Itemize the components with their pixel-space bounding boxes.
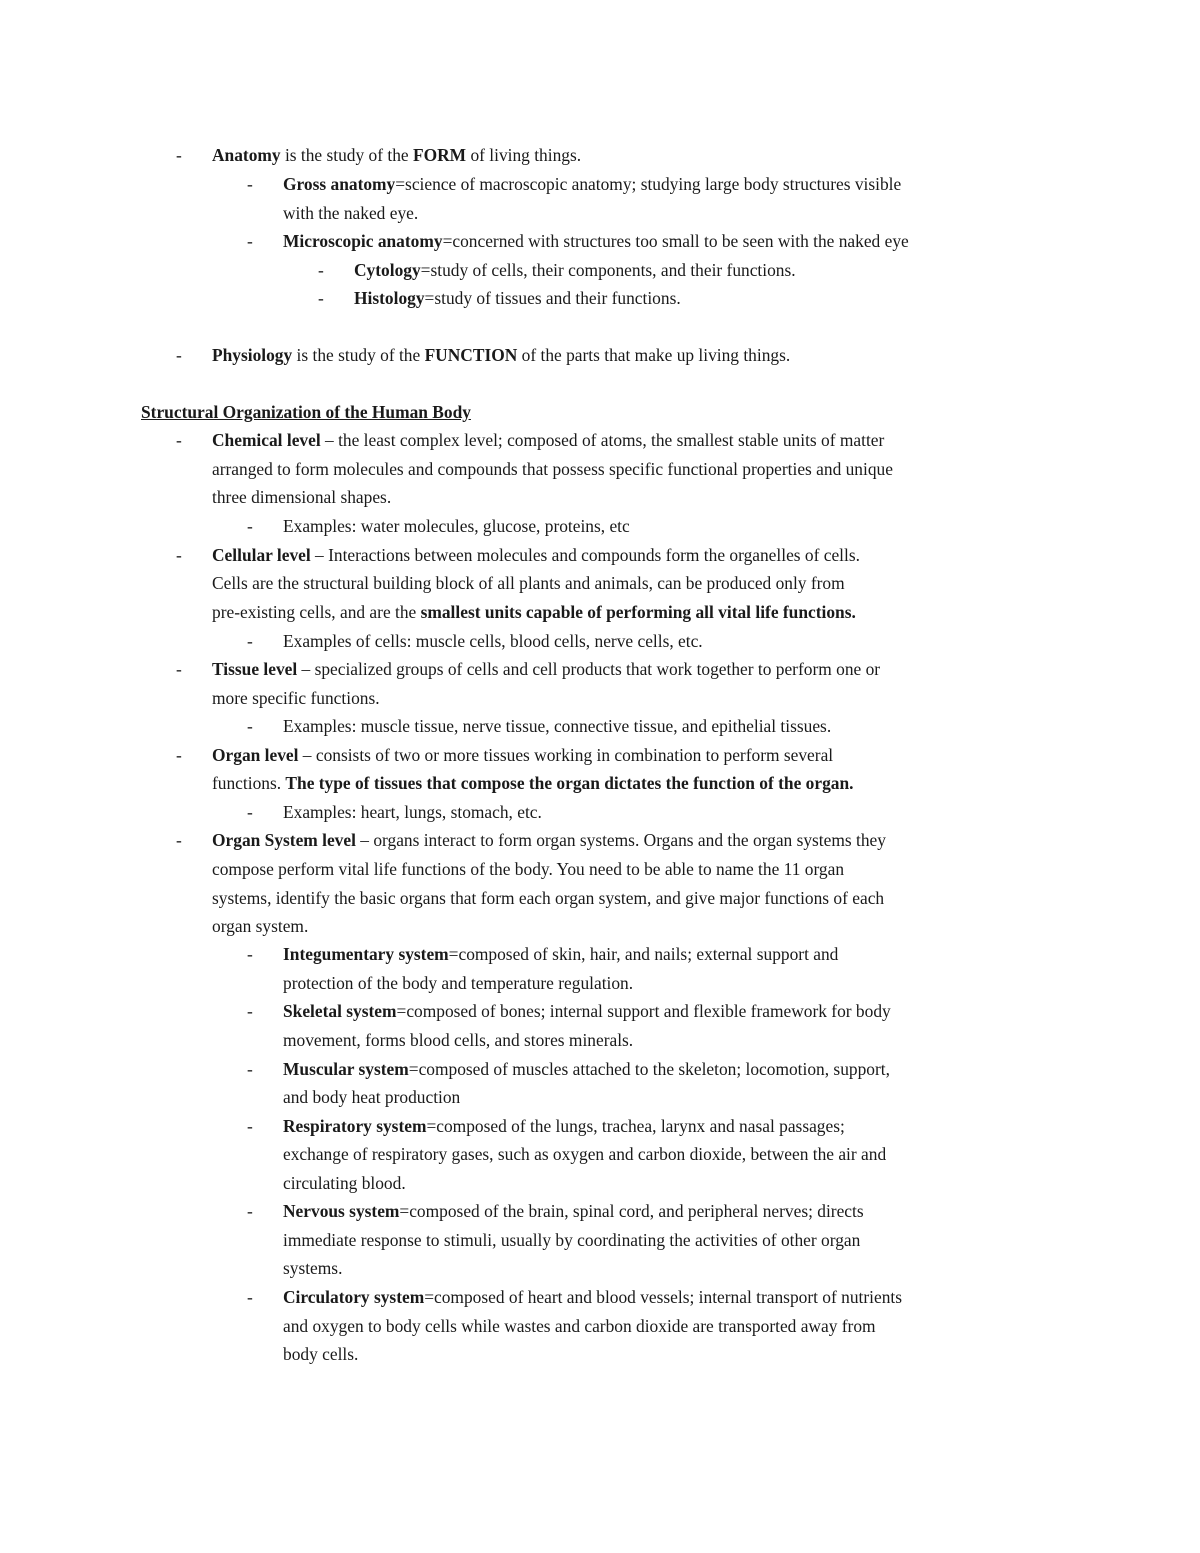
chemical-level-line2: arranged to form molecules and compounds that possess specific functional properties and unique: [212, 459, 893, 479]
circulatory-system-text: =composed of heart and blood vessels; internal transport of nutrients: [424, 1287, 902, 1307]
physiology-text: is the study of the: [292, 345, 425, 365]
chemical-level-text: – the least complex level; composed of atoms, the smallest stable units of matter: [320, 430, 885, 450]
organ-level-text2: functions.: [212, 773, 286, 793]
organ-level-line1: [212, 745, 833, 765]
cellular-level-line2: Cells are the structural building block of all plants and animals, can be produced only from: [212, 573, 845, 593]
nervous-system-text: =composed of the brain, spinal cord, and peripheral nerves; directs: [399, 1201, 864, 1221]
bullet: -: [247, 231, 253, 251]
organ-level-text: – consists of two or more tissues working in combination to perform several: [298, 745, 834, 765]
tissue-level-line1: [212, 659, 880, 679]
cellular-level-term: Cellular level: [212, 545, 311, 565]
respiratory-system-line1: [283, 1116, 845, 1136]
bullet: -: [318, 260, 324, 280]
gross-anatomy-term: Gross anatomy: [283, 174, 396, 194]
respiratory-system-line2: exchange of respiratory gases, such as oxygen and carbon dioxide, between the air and: [283, 1144, 887, 1164]
cytology-text: =study of cells, their components, and their functions.: [420, 260, 796, 280]
cellular-level-line1: [212, 545, 860, 565]
organ-level-line2: [212, 773, 853, 793]
respiratory-system-text: =composed of the lungs, trachea, larynx and nasal passages;: [426, 1116, 845, 1136]
muscular-system-line1: [283, 1059, 890, 1079]
bullet: -: [176, 145, 182, 165]
organ-system-level-line2: compose perform vital life functions of the body. You need to be able to name the 11 organ: [212, 859, 845, 879]
anatomy-term: Anatomy: [212, 145, 281, 165]
bullet: -: [247, 1287, 253, 1307]
histology-text: =study of tissues and their functions.: [424, 288, 681, 308]
histology-term: Histology: [354, 288, 425, 308]
nervous-system-line2: immediate response to stimuli, usually by coordinating the activities of other organ: [283, 1230, 861, 1250]
bullet: -: [247, 516, 253, 536]
microscopic-anatomy-text: =concerned with structures too small to be seen with the naked eye: [442, 231, 909, 251]
cellular-level-emphasis: smallest units capable of performing all vital life functions.: [420, 602, 856, 622]
microscopic-anatomy-term: Microscopic anatomy: [283, 231, 443, 251]
tissue-level-line2: more specific functions.: [212, 688, 380, 708]
circulatory-system-term: Circulatory system: [283, 1287, 425, 1307]
nervous-system-line1: [283, 1201, 864, 1221]
muscular-system-term: Muscular system: [283, 1059, 409, 1079]
integumentary-system-line2: protection of the body and temperature regulation.: [283, 973, 634, 993]
chemical-level-line3: three dimensional shapes.: [212, 487, 392, 507]
section-heading: Structural Organization of the Human Body: [141, 402, 471, 422]
skeletal-system-term: Skeletal system: [283, 1001, 397, 1021]
anatomy-definition: [212, 145, 581, 165]
bullet: -: [176, 659, 182, 679]
respiratory-system-term: Respiratory system: [283, 1116, 427, 1136]
organ-level-emphasis: The type of tissues that compose the organ dictates the function of the organ.: [285, 773, 854, 793]
organ-system-level-line4: organ system.: [212, 916, 309, 936]
circulatory-system-line1: [283, 1287, 902, 1307]
integumentary-system-term: Integumentary system: [283, 944, 449, 964]
physiology-term: Physiology: [212, 345, 293, 365]
bullet: -: [318, 288, 324, 308]
bullet: -: [247, 944, 253, 964]
tissue-example: Examples: muscle tissue, nerve tissue, connective tissue, and epithelial tissues.: [283, 716, 832, 736]
skeletal-system-line1: [283, 1001, 891, 1021]
bullet: -: [176, 745, 182, 765]
skeletal-system-line2: movement, forms blood cells, and stores minerals.: [283, 1030, 634, 1050]
respiratory-system-line3: circulating blood.: [283, 1173, 406, 1193]
integumentary-system-text: =composed of skin, hair, and nails; external support and: [448, 944, 839, 964]
organ-system-level-text: – organs interact to form organ systems. Organs and the organ systems they: [355, 830, 886, 850]
cytology-line: [354, 260, 796, 280]
function-word: FUNCTION: [424, 345, 518, 365]
organ-example: Examples: heart, lungs, stomach, etc.: [283, 802, 542, 822]
microscopic-anatomy-line: [283, 231, 909, 251]
nervous-system-term: Nervous system: [283, 1201, 400, 1221]
circulatory-system-line3: body cells.: [283, 1344, 359, 1364]
cellular-level-text3: pre-existing cells, and are the: [212, 602, 421, 622]
bullet: -: [247, 631, 253, 651]
bullet: -: [176, 430, 182, 450]
gross-anatomy-line2: with the naked eye.: [283, 203, 419, 223]
bullet: -: [176, 545, 182, 565]
organ-system-level-line1: [212, 830, 886, 850]
physiology-text-end: of the parts that make up living things.: [517, 345, 791, 365]
bullet: -: [247, 716, 253, 736]
bullet: -: [247, 1001, 253, 1021]
skeletal-system-text: =composed of bones; internal support and flexible framework for body: [396, 1001, 891, 1021]
bullet: -: [247, 802, 253, 822]
muscular-system-text: =composed of muscles attached to the skeleton; locomotion, support,: [408, 1059, 890, 1079]
organ-system-level-term: Organ System level: [212, 830, 356, 850]
anatomy-text: is the study of the: [280, 145, 413, 165]
cytology-term: Cytology: [354, 260, 421, 280]
anatomy-text-end: of living things.: [466, 145, 582, 165]
chemical-level-term: Chemical level: [212, 430, 321, 450]
tissue-level-text: – specialized groups of cells and cell products that work together to perform one or: [297, 659, 881, 679]
circulatory-system-line2: and oxygen to body cells while wastes and carbon dioxide are transported away from: [283, 1316, 876, 1336]
bullet: -: [176, 830, 182, 850]
form-word: FORM: [412, 145, 467, 165]
gross-anatomy-line1: [283, 174, 901, 194]
bullet: -: [247, 1201, 253, 1221]
organ-level-term: Organ level: [212, 745, 299, 765]
bullet: -: [247, 1116, 253, 1136]
cellular-level-text: – Interactions between molecules and compounds form the organelles of cells.: [310, 545, 860, 565]
physiology-definition: [212, 345, 790, 365]
chemical-example: Examples: water molecules, glucose, proteins, etc: [283, 516, 630, 536]
bullet: -: [247, 174, 253, 194]
chemical-level-line1: [212, 430, 884, 450]
bullet: -: [247, 1059, 253, 1079]
nervous-system-line3: systems.: [283, 1258, 343, 1278]
integumentary-system-line1: [283, 944, 838, 964]
histology-line: [354, 288, 681, 308]
cellular-level-line3: [212, 602, 856, 622]
tissue-level-term: Tissue level: [212, 659, 298, 679]
muscular-system-line2: and body heat production: [283, 1087, 461, 1107]
cellular-example: Examples of cells: muscle cells, blood cells, nerve cells, etc.: [283, 631, 703, 651]
gross-anatomy-text: =science of macroscopic anatomy; studying large body structures visible: [395, 174, 902, 194]
organ-system-level-line3: systems, identify the basic organs that form each organ system, and give major functions of each: [212, 888, 885, 908]
bullet: -: [176, 345, 182, 365]
